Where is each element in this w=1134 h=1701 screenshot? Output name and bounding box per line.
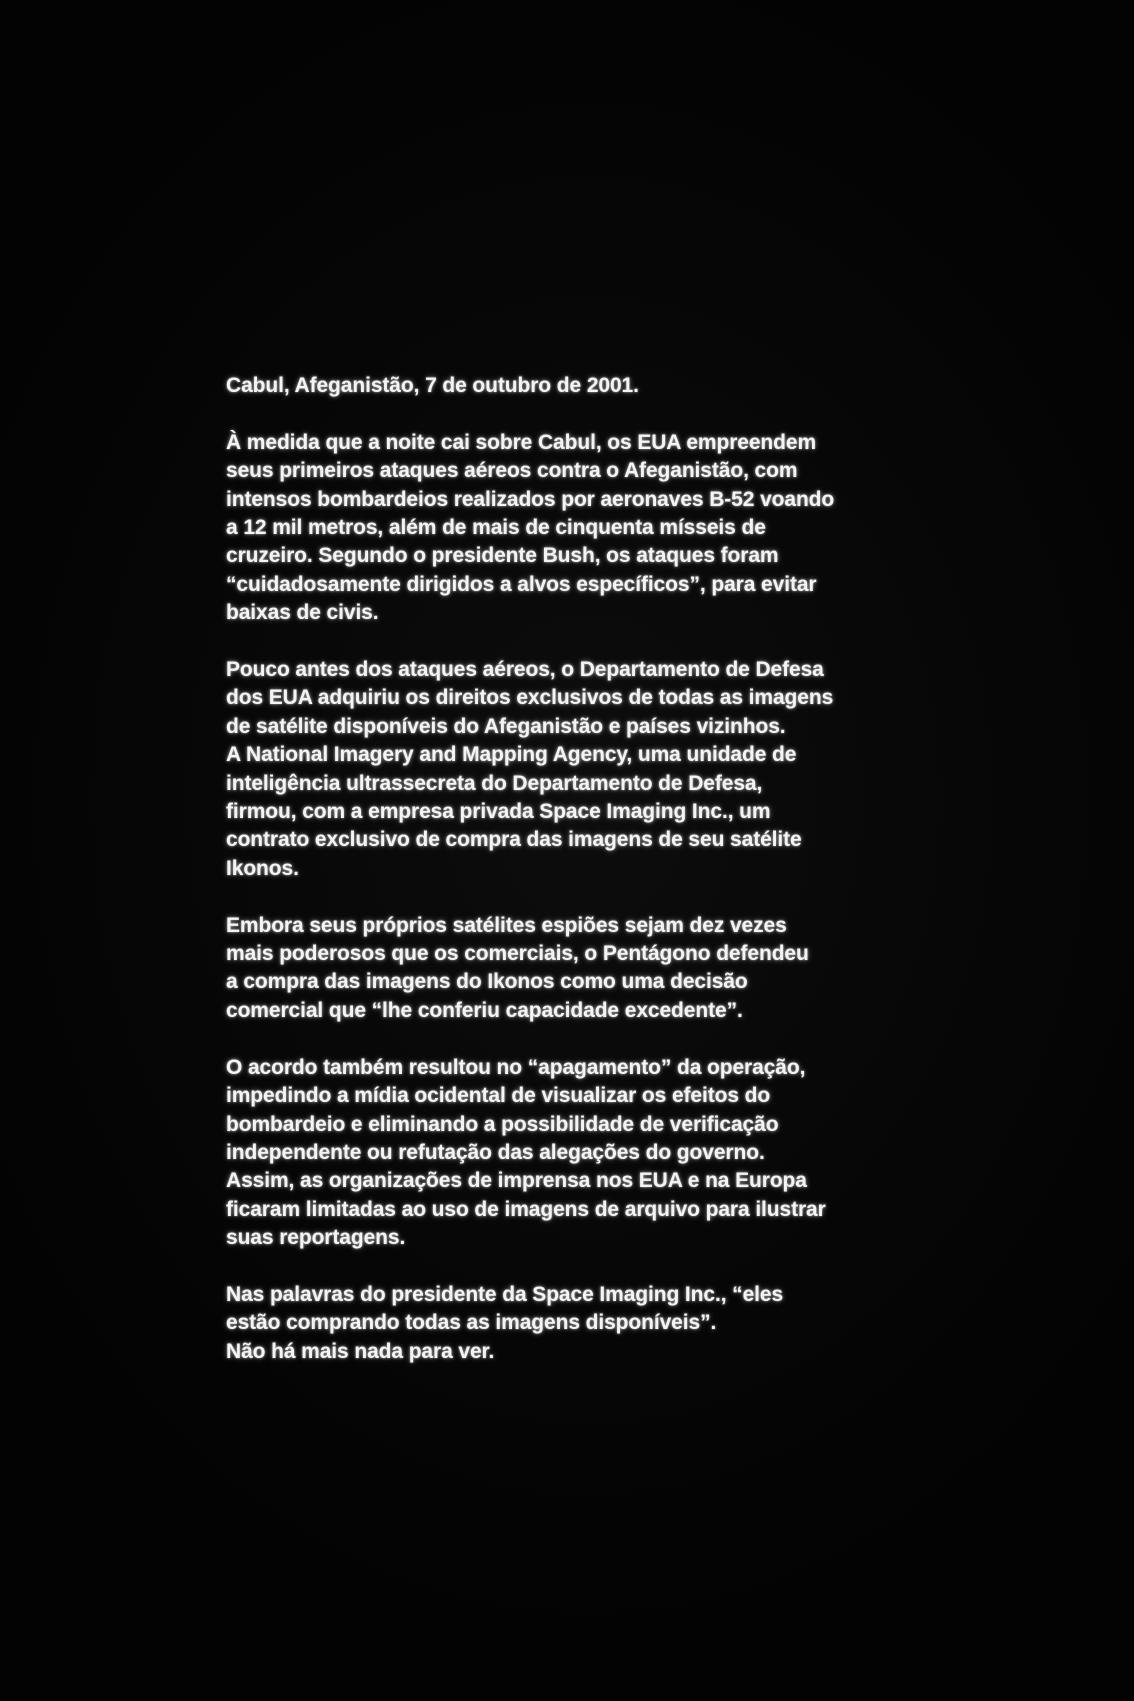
- p5-line-3: Não há mais nada para ver.: [226, 1339, 495, 1363]
- p3-line-3: a compra das imagens do Ikonos como uma decisão: [226, 970, 748, 994]
- p2-line-8: Ikonos.: [226, 856, 299, 880]
- p3-line-4: comercial que “lhe conferiu capacidade excedente”.: [226, 998, 743, 1022]
- p4-line-7: suas reportagens.: [226, 1226, 406, 1250]
- p5-line-1: Nas palavras do presidente da Space Imaging Inc., “eles: [226, 1282, 784, 1306]
- paragraph-5: [226, 1281, 946, 1366]
- p1-line-6: “cuidadosamente dirigidos a alvos específicos”, para evitar: [226, 572, 817, 596]
- paragraph-3: [226, 912, 946, 1026]
- heading-paragraph: [226, 372, 946, 400]
- paragraph-2: [226, 656, 946, 883]
- paragraph-1: [226, 429, 946, 628]
- projected-text-block: [226, 372, 946, 1366]
- p1-line-3: intensos bombardeios realizados por aeronaves B-52 voando: [226, 487, 835, 511]
- p4-line-3: bombardeio e eliminando a possibilidade de verificação: [226, 1112, 779, 1136]
- p3-line-2: mais poderosos que os comerciais, o Pentágono defendeu: [226, 942, 809, 966]
- p4-line-2: impedindo a mídia ocidental de visualizar os efeitos do: [226, 1084, 771, 1108]
- p2-line-7: contrato exclusivo de compra das imagens de seu satélite: [226, 828, 802, 852]
- p2-line-1: Pouco antes dos ataques aéreos, o Departamento de Defesa: [226, 658, 824, 682]
- p1-line-2: seus primeiros ataques aéreos contra o Afeganistão, com: [226, 459, 798, 483]
- p1-line-4: a 12 mil metros, além de mais de cinquenta mísseis de: [226, 516, 766, 540]
- p4-line-5: Assim, as organizações de imprensa nos EUA e na Europa: [226, 1169, 807, 1193]
- p4-line-4: independente ou refutação das alegações do governo.: [226, 1140, 765, 1164]
- p2-line-5: inteligência ultrassecreta do Departamento de Defesa,: [226, 771, 763, 795]
- heading-line: Cabul, Afeganistão, 7 de outubro de 2001.: [226, 374, 639, 397]
- p2-line-2: dos EUA adquiriu os direitos exclusivos de todas as imagens: [226, 686, 834, 710]
- p2-line-3: de satélite disponíveis do Afeganistão e países vizinhos.: [226, 714, 786, 738]
- p4-line-1: O acordo também resultou no “apagamento” da operação,: [226, 1055, 806, 1079]
- p4-line-6: ficaram limitadas ao uso de imagens de arquivo para ilustrar: [226, 1197, 826, 1221]
- p1-line-1: À medida que a noite cai sobre Cabul, os EUA empreendem: [226, 430, 817, 454]
- p5-line-2: estão comprando todas as imagens disponíveis”.: [226, 1311, 717, 1335]
- p1-line-7: baixas de civis.: [226, 601, 379, 625]
- paragraph-4: [226, 1054, 946, 1253]
- p1-line-5: cruzeiro. Segundo o presidente Bush, os ataques foram: [226, 544, 779, 568]
- p3-line-1: Embora seus próprios satélites espiões sejam dez vezes: [226, 913, 787, 937]
- p2-line-6: firmou, com a empresa privada Space Imaging Inc., um: [226, 800, 771, 824]
- p2-line-4: A National Imagery and Mapping Agency, uma unidade de: [226, 743, 797, 767]
